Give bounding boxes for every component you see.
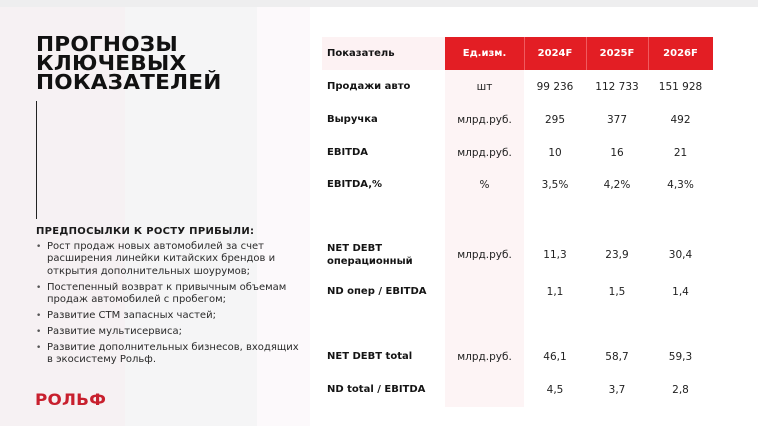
title-line: ПРОГНОЗЫ xyxy=(36,32,178,56)
row-label: NET DEBT total xyxy=(327,351,413,362)
row-label-line: NET DEBT xyxy=(327,243,383,254)
row-value-2024: 99 236 xyxy=(536,81,574,93)
row-value-2024: 295 xyxy=(544,114,566,126)
row-value-2026: 151 928 xyxy=(658,81,703,93)
row-value-2026: 30,4 xyxy=(668,249,693,261)
row-value-2026: 59,3 xyxy=(668,351,693,363)
row-unit: млрд.руб. xyxy=(457,147,512,159)
title-line: ПОКАЗАТЕЛЕЙ xyxy=(36,70,222,94)
row-unit: % xyxy=(479,179,490,191)
list-item-text: Развитие СТМ запасных частей; xyxy=(47,310,216,322)
bullet-list xyxy=(36,241,306,370)
row-value-2024: 4,5 xyxy=(546,384,564,396)
page-title xyxy=(36,32,222,94)
row-value-2024: 3,5% xyxy=(541,179,569,191)
row-value-2024: 46,1 xyxy=(543,351,567,363)
row-label: ND total / EBITDA xyxy=(327,384,426,395)
section-heading: ПРЕДПОСЫЛКИ К РОСТУ ПРИБЫЛИ: xyxy=(36,226,255,237)
row-value-2025: 16 xyxy=(610,147,624,159)
row-unit: млрд.руб. xyxy=(457,249,512,261)
bullet-dot-icon: • xyxy=(36,311,42,322)
bullet-dot-icon: • xyxy=(36,242,42,252)
row-value-2025: 4,2% xyxy=(603,179,631,191)
list-item xyxy=(36,326,306,338)
row-value-2026: 492 xyxy=(670,114,691,126)
row-label: Выручка xyxy=(327,114,378,125)
list-item xyxy=(36,342,306,367)
row-label-line: операционный xyxy=(327,256,413,267)
row-value-2025: 23,9 xyxy=(605,249,629,261)
row-value-2025: 112 733 xyxy=(595,81,639,93)
row-value-2026: 21 xyxy=(673,147,688,159)
row-label xyxy=(327,242,413,268)
header-indicator: Показатель xyxy=(327,48,395,59)
row-unit: шт xyxy=(476,81,493,93)
list-item xyxy=(36,241,306,278)
header-2024: 2024F xyxy=(537,48,573,59)
list-item-text: Постепенный возврат к привычным объемам продаж автомобилей с пробегом; xyxy=(47,281,287,306)
row-value-2026: 2,8 xyxy=(672,384,689,396)
list-item-text: Развитие мультисервиса; xyxy=(47,325,182,337)
row-value-2024: 1,1 xyxy=(546,286,564,298)
bullet-dot-icon: • xyxy=(36,282,42,293)
list-item-text: Развитие дополнительных бизнесов, входящих в экосистему Рольф. xyxy=(47,341,299,366)
row-value-2025: 58,7 xyxy=(605,351,629,363)
row-value-2026: 1,4 xyxy=(672,286,689,298)
list-item xyxy=(36,282,306,307)
bullet-dot-icon: • xyxy=(36,342,42,353)
title-line: КЛЮЧЕВЫХ xyxy=(36,51,187,75)
row-value-2024: 10 xyxy=(548,147,562,159)
row-label: EBITDA,% xyxy=(327,179,383,190)
list-item xyxy=(36,310,306,322)
row-label: EBITDA xyxy=(327,147,369,158)
row-value-2024: 11,3 xyxy=(543,249,567,261)
row-value-2026: 4,3% xyxy=(667,179,694,191)
bullet-dot-icon: • xyxy=(36,326,42,337)
rolf-logo: РОЛЬФ xyxy=(35,390,107,409)
row-label: Продажи авто xyxy=(327,81,411,92)
row-unit: млрд.руб. xyxy=(457,114,512,126)
row-value-2025: 377 xyxy=(606,114,628,126)
header-2026: 2026F xyxy=(663,48,698,59)
row-unit: млрд.руб. xyxy=(457,351,512,363)
row-value-2025: 1,5 xyxy=(608,286,626,298)
row-label: ND опер / EBITDA xyxy=(327,286,427,297)
vertical-divider xyxy=(36,101,37,219)
row-value-2025: 3,7 xyxy=(608,384,626,396)
list-item-text: Рост продаж новых автомобилей за счет расширения линейки китайских брендов и открытия дополнительных шоурумов; xyxy=(47,241,276,277)
top-strip xyxy=(0,0,758,7)
header-unit: Ед.изм. xyxy=(462,48,507,59)
header-2025: 2025F xyxy=(599,48,635,59)
